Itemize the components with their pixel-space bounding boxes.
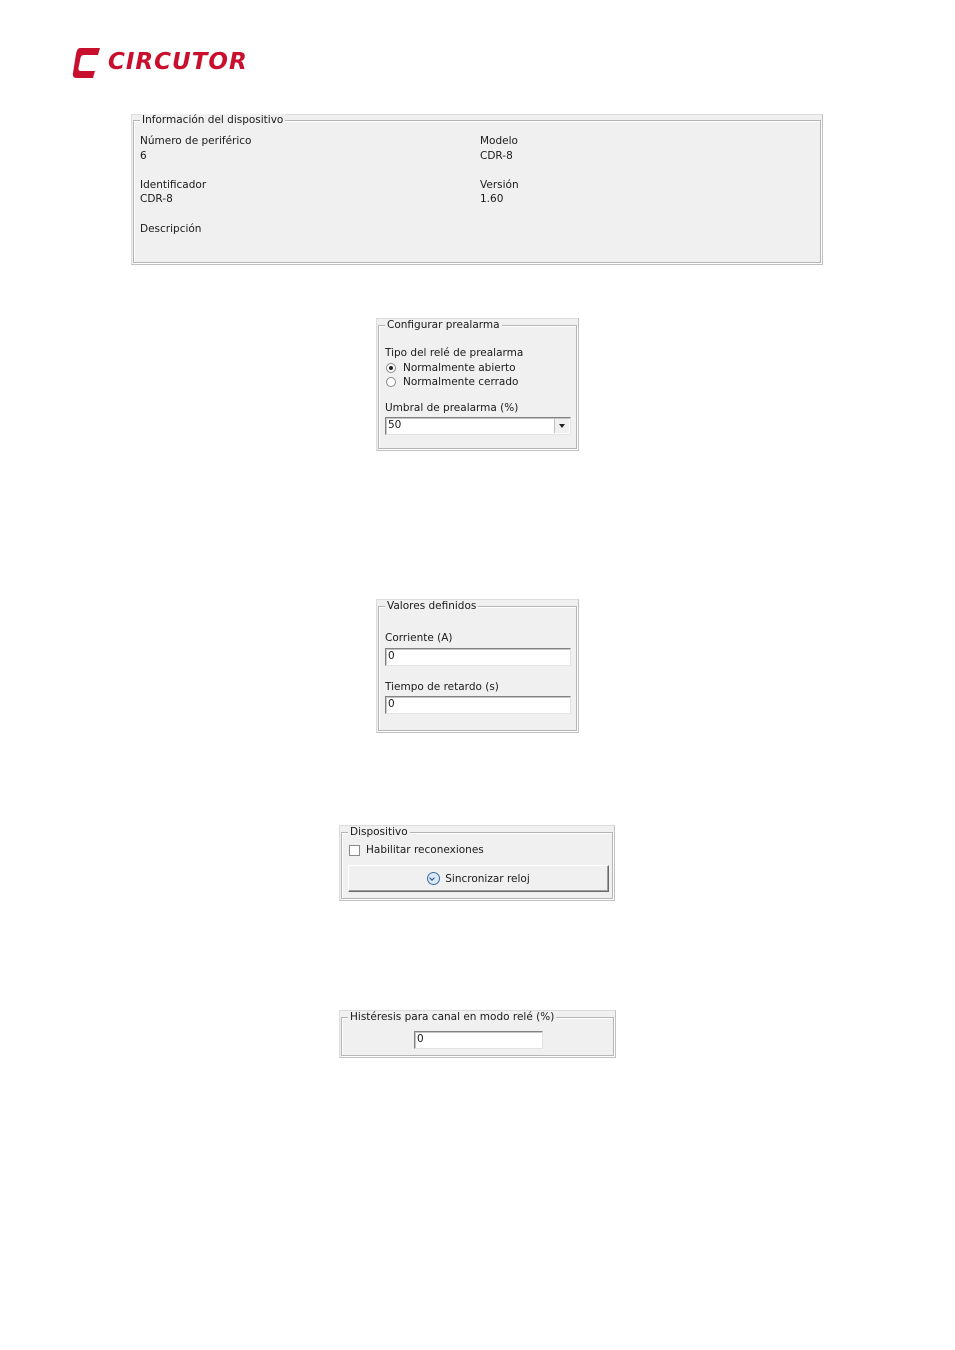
- identifier-label: Identificador: [140, 179, 207, 191]
- reconnect-checkbox[interactable]: [349, 845, 360, 856]
- chevron-down-icon: [559, 424, 565, 428]
- defined-values-legend: Valores definidos: [387, 600, 477, 612]
- circutor-logo: [72, 46, 247, 82]
- prealarm-legend: Configurar prealarma: [387, 319, 500, 331]
- peripheral-number-value: 6: [140, 150, 147, 162]
- hysteresis-legend: Histéresis para canal en modo relé (%): [350, 1011, 555, 1023]
- prealarm-panel: [376, 318, 579, 451]
- logo-text: CIRCUTOR: [108, 49, 248, 75]
- normally-open-label[interactable]: Normalmente abierto: [403, 362, 516, 374]
- defined-values-panel: [376, 599, 579, 733]
- normally-open-radio[interactable]: [386, 363, 396, 373]
- threshold-dropdown-button[interactable]: [554, 419, 569, 433]
- model-value: CDR-8: [480, 150, 513, 162]
- normally-closed-radio[interactable]: [386, 377, 396, 387]
- version-value: 1.60: [480, 193, 504, 205]
- identifier-value: CDR-8: [140, 193, 173, 205]
- sync-clock-button[interactable]: [348, 865, 609, 892]
- hysteresis-panel: [339, 1010, 616, 1058]
- description-label: Descripción: [140, 223, 202, 235]
- hysteresis-value: 0: [417, 1033, 424, 1045]
- model-label: Modelo: [480, 135, 518, 147]
- device-panel: [339, 825, 615, 901]
- delay-input[interactable]: [385, 696, 571, 714]
- threshold-label: Umbral de prealarma (%): [385, 402, 519, 414]
- current-label: Corriente (A): [385, 632, 453, 644]
- version-label: Versión: [480, 179, 519, 191]
- device-info-panel: [131, 114, 823, 265]
- circutor-logo-icon: [72, 46, 104, 80]
- sync-clock-label: Sincronizar reloj: [445, 872, 530, 885]
- current-value: 0: [388, 650, 395, 662]
- threshold-value: 50: [388, 419, 402, 431]
- reconnect-label[interactable]: Habilitar reconexiones: [366, 844, 484, 856]
- peripheral-number-label: Número de periférico: [140, 135, 252, 147]
- delay-label: Tiempo de retardo (s): [385, 681, 499, 693]
- hysteresis-input[interactable]: [414, 1031, 543, 1049]
- clock-sync-icon: [427, 872, 440, 885]
- device-legend: Dispositivo: [350, 826, 408, 838]
- threshold-select[interactable]: [385, 417, 571, 435]
- current-input[interactable]: [385, 648, 571, 666]
- normally-closed-label[interactable]: Normalmente cerrado: [403, 376, 519, 388]
- device-info-legend: Información del dispositivo: [142, 114, 284, 126]
- delay-value: 0: [388, 698, 395, 710]
- relay-type-label: Tipo del relé de prealarma: [385, 347, 524, 359]
